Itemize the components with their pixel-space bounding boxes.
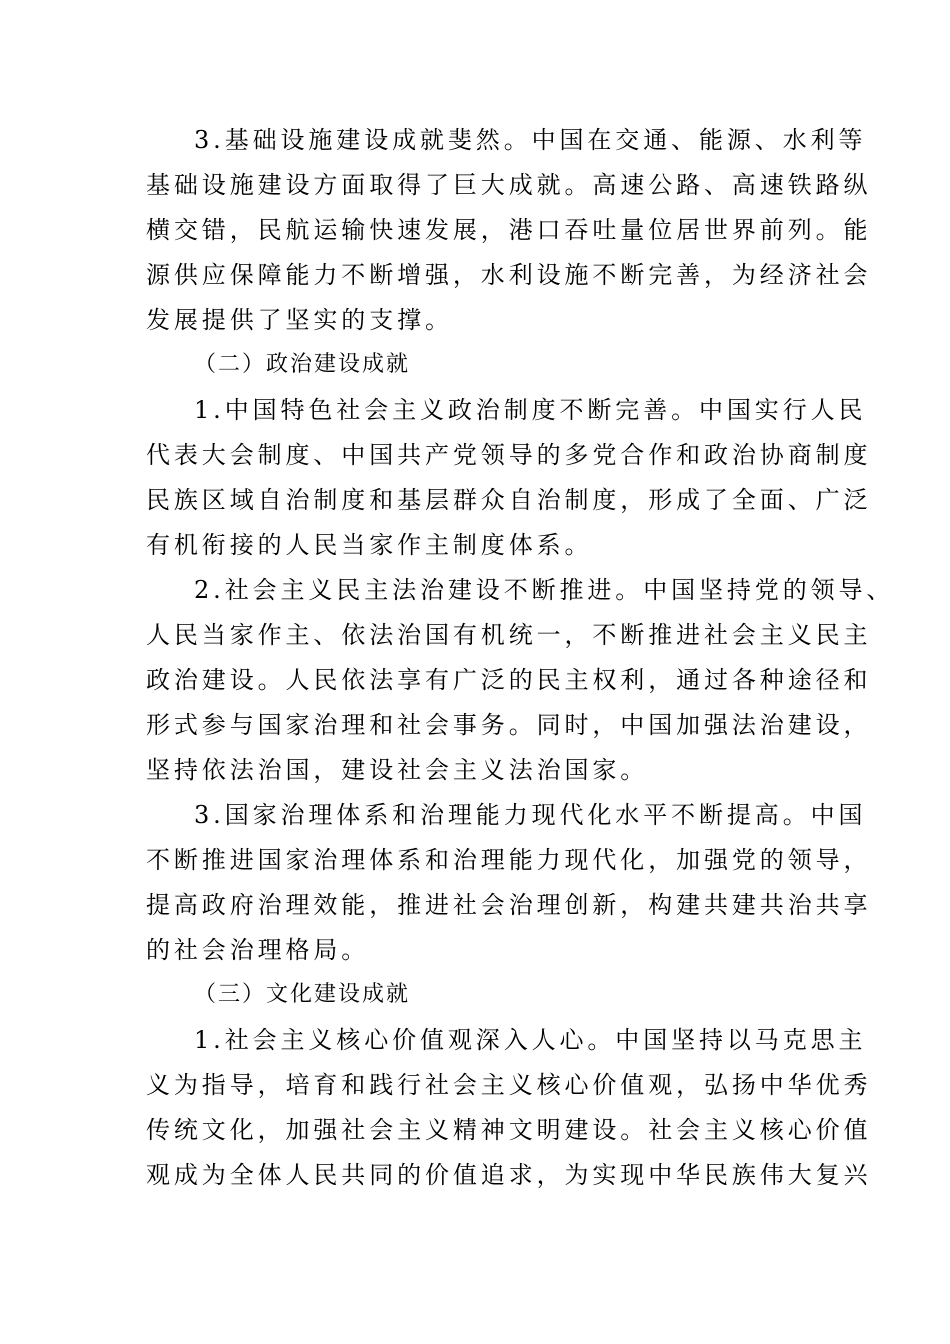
paragraph-line: 政治建设。人民依法享有广泛的民主权利，通过各种途径和 [146,666,872,694]
paragraph-line: 1.中国特色社会主义政治制度不断完善。中国实行人民 [194,396,867,424]
section-heading: （三）文化建设成就 [194,982,411,1007]
section-heading: （二）政治建设成就 [194,352,411,377]
paragraph-line: 坚持依法治国，建设社会主义法治国家。 [146,756,649,784]
paragraph-line: 3.国家治理体系和治理能力现代化水平不断提高。中国 [194,801,867,829]
paragraph-line: 观成为全体人民共同的价值追求，为实现中华民族伟大复兴 [146,1161,872,1189]
paragraph-line: 有机衔接的人民当家作主制度体系。 [146,531,593,559]
paragraph-line: 人民当家作主、依法治国有机统一，不断推进社会主义民主 [146,621,872,649]
paragraph-line: 提高政府治理效能，推进社会治理创新，构建共建共治共享 [146,891,872,919]
paragraph-line: 代表大会制度、中国共产党领导的多党合作和政治协商制度 [146,441,872,469]
paragraph-line: 2.社会主义民主法治建设不断推进。中国坚持党的领导、 [194,576,895,604]
paragraph-line: 不断推进国家治理体系和治理能力现代化，加强党的领导， [146,846,872,874]
paragraph-line: 1.社会主义核心价值观深入人心。中国坚持以马克思主 [194,1026,867,1054]
paragraph-line: 横交错，民航运输快速发展，港口吞吐量位居世界前列。能 [146,216,872,244]
paragraph-line: 发展提供了坚实的支撑。 [146,306,453,334]
paragraph-line: 源供应保障能力不断增强，水利设施不断完善，为经济社会 [146,261,872,289]
paragraph-line: 的社会治理格局。 [146,936,370,964]
paragraph-line: 民族区域自治制度和基层群众自治制度，形成了全面、广泛 [146,486,872,514]
paragraph-line: 传统文化，加强社会主义精神文明建设。社会主义核心价值 [146,1116,872,1144]
paragraph-line: 基础设施建设方面取得了巨大成就。高速公路、高速铁路纵 [146,171,872,199]
paragraph-line: 形式参与国家治理和社会事务。同时，中国加强法治建设， [146,711,872,739]
paragraph-line: 义为指导，培育和践行社会主义核心价值观，弘扬中华优秀 [146,1071,872,1099]
paragraph-line: 3.基础设施建设成就斐然。中国在交通、能源、水利等 [194,126,867,154]
